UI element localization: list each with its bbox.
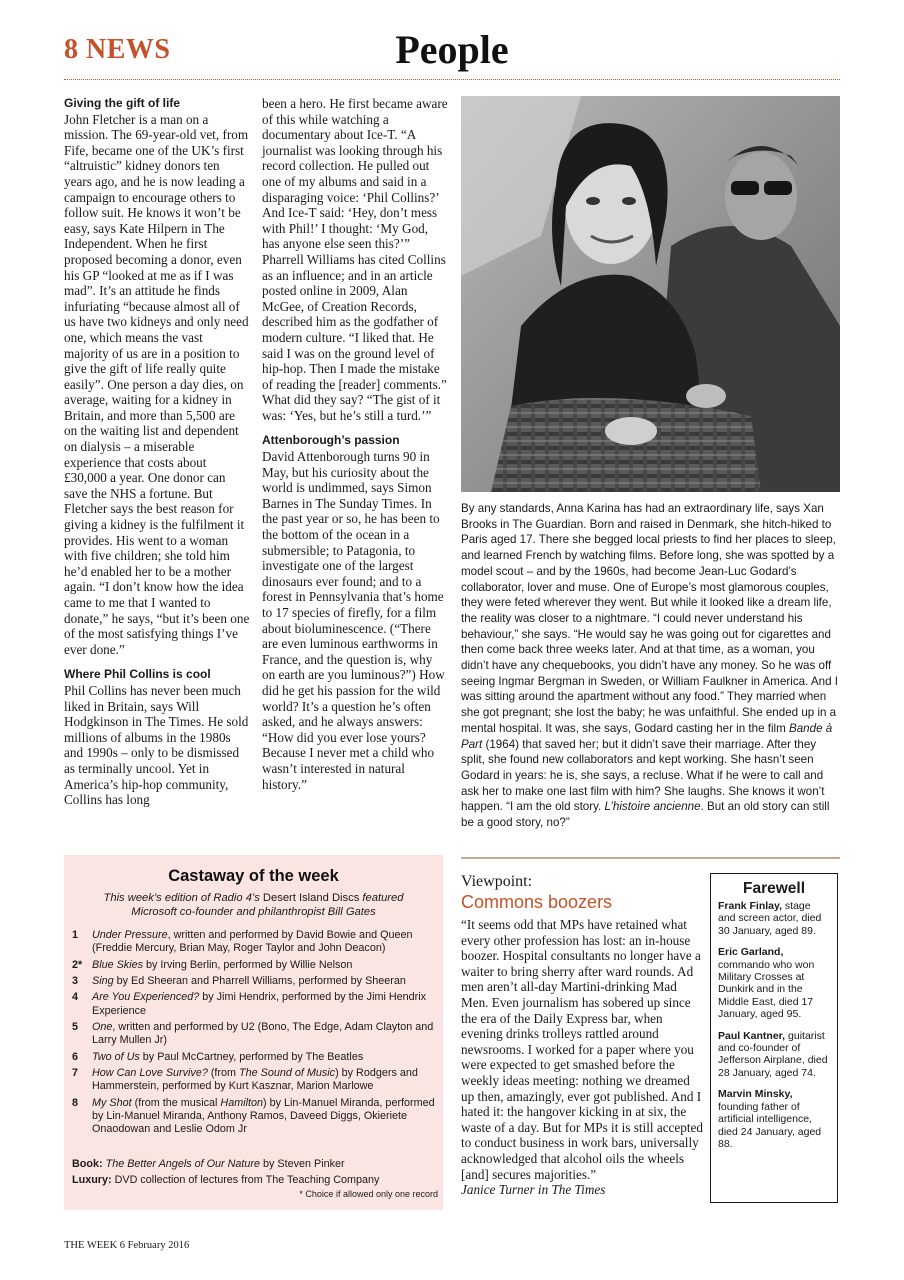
track-title: Blue Skies <box>92 958 144 971</box>
viewpoint-byline: Janice Turner in The Times <box>461 1182 606 1198</box>
book-title: The Better Angels of Our Nature <box>105 1158 261 1170</box>
header-divider <box>64 79 840 80</box>
article-heading-attenborough: Attenborough’s passion <box>262 433 400 448</box>
farewell-entry <box>718 1088 830 1150</box>
castaway-intro <box>82 891 425 919</box>
luxury-label: Luxury: <box>72 1174 112 1186</box>
track-number: 5 <box>72 1020 79 1033</box>
farewell-box <box>710 873 838 1203</box>
article-heading-kidney: Giving the gift of life <box>64 96 180 110</box>
farewell-desc: commando who won Military Crosses at Dunkirk and in the Middle East, died 17 January, aged 95. <box>718 958 815 1021</box>
track-title: My Shot <box>92 1096 132 1109</box>
castaway-intro-a: This week’s edition of Radio 4’s <box>103 892 263 904</box>
book-author: by Steven Pinker <box>260 1158 345 1170</box>
farewell-desc: founding father of artificial intelligence, died 24 January, aged 88. <box>718 1100 822 1150</box>
photo-caption <box>461 501 843 831</box>
viewpoint-body <box>461 917 703 1198</box>
track-item <box>72 975 438 988</box>
farewell-name: Eric Garland, <box>718 946 784 959</box>
track-details: by Ed Sheeran and Pharrell Williams, performed by Sheeran <box>113 974 406 987</box>
caption-text-2: (1964) that saved her; but it didn’t save their marriage. After they split, she found new collaborators and kept working. She hasn’t seen Godard in years: he is, she says, a recluse. What if he were to call and ask her to make one last film with him? She laughs. She knows it won’t happen. “I am the old story. <box>461 737 825 814</box>
track-details: by Jimi Hendrix, performed by the Jimi Hendrix Experience <box>92 991 427 1017</box>
track-number: 4 <box>72 991 79 1004</box>
track-number: 6 <box>72 1050 79 1063</box>
track-title: How Can Love Survive? <box>92 1066 208 1079</box>
track-item <box>72 959 438 972</box>
track-item <box>72 1067 438 1093</box>
farewell-name: Marvin Minsky, <box>718 1088 793 1101</box>
viewpoint-title: Commons boozers <box>461 892 613 912</box>
track-item <box>72 929 438 955</box>
track-title: One <box>92 1020 113 1033</box>
castaway-footnote: * Choice if allowed only one record <box>299 1189 438 1199</box>
page-title: People <box>395 27 509 72</box>
track-number: 1 <box>72 929 79 941</box>
viewpoint-kicker: Viewpoint: <box>461 873 533 890</box>
viewpoint-divider <box>461 857 840 859</box>
castaway-luxury <box>72 1173 438 1187</box>
track-number: 3 <box>72 974 79 987</box>
column-one <box>64 96 250 808</box>
section-label: 8 NEWS <box>64 34 171 65</box>
track-details: (from the musical <box>131 1096 221 1109</box>
farewell-entry <box>718 1030 830 1080</box>
track-item <box>72 991 438 1017</box>
track-item <box>72 1097 438 1137</box>
castaway-box <box>64 855 443 1210</box>
track-title: Under Pressure <box>92 929 168 941</box>
column-two <box>262 96 448 792</box>
castaway-title: Castaway of the week <box>168 867 339 885</box>
track-number: 2* <box>72 958 83 971</box>
castaway-track-list <box>72 929 438 1139</box>
track-source-title: The Sound of Music <box>239 1066 336 1079</box>
track-details: by Paul McCartney, performed by The Beatles <box>139 1050 364 1063</box>
farewell-desc: guitarist and co-founder of Jefferson Airplane, died 28 January, aged 74. <box>718 1029 828 1079</box>
farewell-entry <box>718 946 830 1020</box>
track-item <box>72 1021 438 1047</box>
track-details: ) by Lin-Manuel Miranda, performed by Lin-Manuel Miranda, Anthony Ramos, Daveed Diggs, Okieriete Onaodowan and Leslie Odom Jr <box>92 1096 435 1135</box>
page-footer: THE WEEK 6 February 2016 <box>64 1240 190 1251</box>
track-number: 7 <box>72 1066 79 1079</box>
article-body-kidney: John Fletcher is a man on a mission. The 69-year-old vet, from Fife, became one of the UK’s first “altruistic” kidney donors ten years ago, and he is now leading a campaign to encourage others to follow suit. He knows it won’t be easy, says Kate Hilpern in The Independent. When he first proposed becoming a donor, even his GP “looked at me as if I was mad”. It’s an attitude he finds infuriating “because almost all of us have two kidneys and only need one, which means the vast majority of us are in a position to give the gift of life really quite easily”. One person a day dies, on average, waiting for a kidney in Britain, and more than 5,500 are on the waiting list and dependent on dialysis – a miserable experience that costs about £30,000 a year. One donor can save the NHS a fortune. But Fletcher says the best reason for giving a kidney is the fulfilment it provides. His went to a woman with five children; she told him he’d enabled her to be a mother again. “I don’t know how the idea came to me that I wanted to donate,” he says, “but it’s been one of the most satisfying things I’ve ever done.” <box>64 111 250 657</box>
castaway-show-name: Desert Island Discs <box>262 892 360 904</box>
caption-story-title: L’histoire ancienne <box>604 800 701 814</box>
farewell-desc: stage and screen actor, died 30 January, aged 89. <box>718 900 822 937</box>
viewpoint-quote: “It seems odd that MPs have retained what every other profession has lost: an in-house boozer. Hospital consultants no longer have a waiter to bring sherry after ward rounds. Ad men aren’t all-day Martini-drinking Mad Men. Even journalism has sobered up since the era of the Daily Express bar, when evening drinks trolleys rattled around newsrooms. I worked for a paper where you were expected to get smashed before the weekly ideas meeting: nothing we dreamed up then, amazingly, ever got published. And I hated it: the hangover kicking in at six, the waste of a day. But for MPs it is still accepted to conduct business in work bars, universally acknowledged that alcohol oils the wheels [and] secures majorities.” <box>461 917 703 1182</box>
farewell-name: Paul Kantner, <box>718 1029 786 1042</box>
track-details: , written and performed by David Bowie and Queen (Freddie Mercury, Brian May, Roger Taylor and John Deacon) <box>92 929 413 955</box>
track-title: Sing <box>92 974 114 987</box>
track-details: , written and performed by U2 (Bono, The Edge, Adam Clayton and Larry Mullen Jr) <box>92 1020 434 1047</box>
caption-film-title: Bande à Part <box>461 721 833 751</box>
castaway-intro-b: featured Microsoft co-founder and philanthropist Bill Gates <box>131 892 404 918</box>
luxury-text: DVD collection of lectures from The Teaching Company <box>111 1174 380 1186</box>
track-title: Are You Experienced? <box>92 991 200 1004</box>
track-source-title: Hamilton <box>220 1096 264 1109</box>
track-details: by Irving Berlin, performed by Willie Nelson <box>143 958 353 971</box>
track-item <box>72 1051 438 1064</box>
farewell-title: Farewell <box>742 880 806 897</box>
article-body-attenborough: David Attenborough turns 90 in May, but his curiosity about the world is undimmed, says Simon Barnes in The Sunday Times. In the past year or so, he has been to the bottom of the ocean in a submersible; to Patagonia, to investigate one of the largest dinosaurs ever found; and to a forest in Pennsylvania that’s home to 17 species of firefly, for a film about bioluminescence. (“There are even luminous earthworms in France, and the question is, why on earth are you luminous?”) How did he get his passion for the wild world? It’s a question he’s often asked, and he always answers: “How did you ever lose yours? Because I never met a child who wasn’t interested in natural history.” <box>262 449 445 792</box>
caption-text-1: By any standards, Anna Karina has had an extraordinary life, says Xan Brooks in The Guardian. Born and raised in Denmark, she hitch-hiked to Paris aged 17. There she begged local priests to find her places to sleep, and learned French by watching films. Before long, she was spotted by a model scout – and by the 1960s, had become Jean-Luc Godard’s collaborator, lover and muse. One of Europe’s most glamorous couples, they were feted wherever they went. But while it looked like a dream life, the reality was closer to a nightmare. “I could never understand his behaviour,” she says. “He would say he was going out for cigarettes and then come back three weeks later. And at that time, as a woman, you didn’t have any chequebooks, you didn’t have any money. So he was off seeing Ingmar Bergman in Sweden, or William Faulkner in America. And I was sitting around the apartment without any food.” They married when she got pregnant; she lost the baby; he was unfaithful. She ended up in a mental hospital. It was, she says, Godard casting her in the film <box>461 502 838 735</box>
track-details: (from <box>207 1066 240 1079</box>
track-title: Two of Us <box>92 1050 140 1063</box>
photo-illustration <box>461 96 840 492</box>
farewell-entry <box>718 900 830 937</box>
farewell-name: Frank Finlay, <box>718 900 782 912</box>
caption-text-3: . But an old story can still be a good story, no?” <box>461 800 830 830</box>
feature-photo <box>461 96 840 492</box>
article-heading-phil-collins: Where Phil Collins is cool <box>64 667 211 682</box>
article-body-phil-collins: Phil Collins has never been much liked in Britain, says Will Hodgkinson in The Times. He sold millions of albums in the 1980s and 1990s – only to be dismissed as terminally uncool. Yet in America’s hip-hop community, Collins has long <box>64 682 249 808</box>
track-number: 8 <box>72 1096 79 1109</box>
book-label: Book: <box>72 1158 103 1170</box>
castaway-book <box>72 1157 438 1171</box>
article-body-phil-collins-cont: been a hero. He first became aware of this while watching a documentary about Ice-T. “A journalist was looking through his record collection. He pulled out one of my albums and said in a disparaging voice: ‘Phil Collins?’ And Ice-T said: ‘Hey, don’t mess with Phil!’ I thought: ‘My God, has anyone else seen this?’” Pharrell Williams has cited Collins as an influence; and in an article posted online in 2009, Alan McGee, of Creation Records, described him as the godfather of modern culture. “I liked that. He said I was on the ground level of hip-hop. Then I made the mistake of reading the [reader] comments.” What did they say? “The gist of it was: ‘Yes, but he’s still a turd.’” <box>262 96 448 423</box>
track-details: ) by Rodgers and Hammerstein, performed by Kurt Kasznar, Marion Marlowe <box>92 1066 418 1093</box>
